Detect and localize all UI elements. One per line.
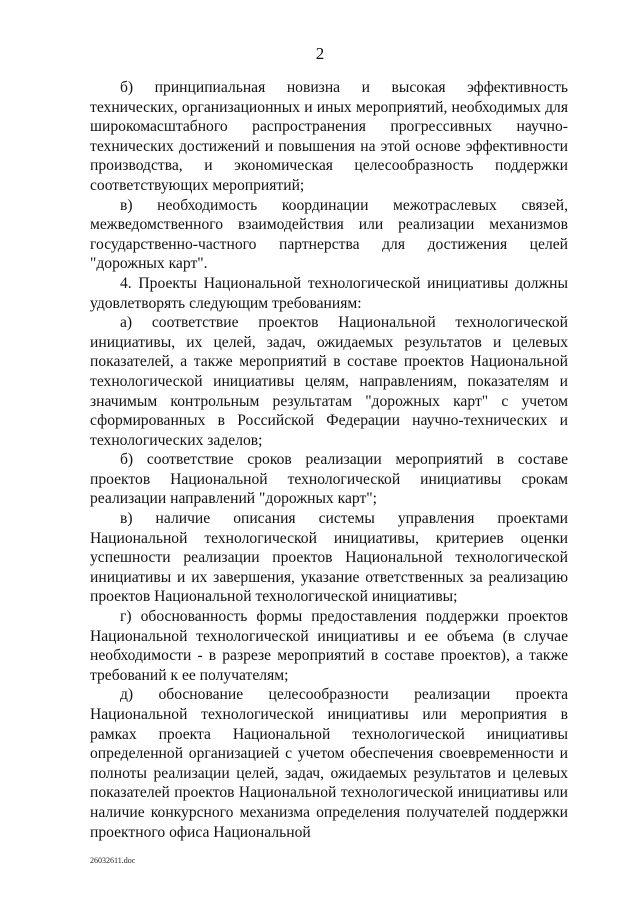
paragraph-b-deadlines: б) соответствие сроков реализации мероприятий в составе проектов Национальной технологической инициативы срокам реализации направлений "дорожных карт"; bbox=[90, 451, 568, 508]
paragraph-b-novelty: б) принципиальная новизна и высокая эффективность технических, организационных и иных мероприятий, необходимых для широкомасштабного распространения прогрессивных научно-технических достижений и повышения на этой основе эффективности производства, и экономическая целесообразность поддержки соответствующих мероприятий; bbox=[90, 79, 568, 194]
document-file-id: 26032611.doc bbox=[90, 856, 136, 865]
paragraph-a-compliance: а) соответствие проектов Национальной технологической инициативы, их целей, задач, ожидаемых результатов и целевых показателей, а также мероприятий в составе проектов Национальной технологической инициативы целям, направлениям, показателям и значимым контрольным результатам "дорожных карт" с учетом сформированных в Российской Федерации научно-технических и технологических заделов; bbox=[90, 314, 568, 449]
document-body bbox=[90, 78, 568, 842]
paragraph-g-support-form: г) обоснованность формы предоставления поддержки проектов Национальной технологической инициативы и ее объема (в случае необходимости - в разрезе мероприятий в составе проектов), а также требований к ее получателям; bbox=[90, 608, 568, 684]
paragraph-d-justification: д) обоснование целесообразности реализации проекта Национальной технологической инициативы или мероприятия в рамках проекта Национальной технологической инициативы определенной организацией с учетом обеспечения своевременности и полноты реализации целей, задач, ожидаемых результатов и целевых показателей проектов Национальной технологической инициативы или наличие конкурсного механизма определения получателей поддержки проектного офиса Национальной bbox=[90, 686, 568, 841]
paragraph-4-requirements: 4. Проекты Национальной технологической инициативы должны удовлетворять следующим требованиям: bbox=[90, 274, 568, 312]
paragraph-v-management: в) наличие описания системы управления проектами Национальной технологической инициативы, критериев оценки успешности реализации проектов Национальной технологической инициативы и их завершения, указание ответственных за реализацию проектов Национальной технологической инициативы; bbox=[90, 510, 568, 606]
page-number: 2 bbox=[315, 44, 325, 63]
paragraph-v-coordination: в) необходимость координации межотраслевых связей, межведомственного взаимодействия или реализации механизмов государственно-частного партнерства для достижения целей "дорожных карт". bbox=[90, 196, 568, 273]
